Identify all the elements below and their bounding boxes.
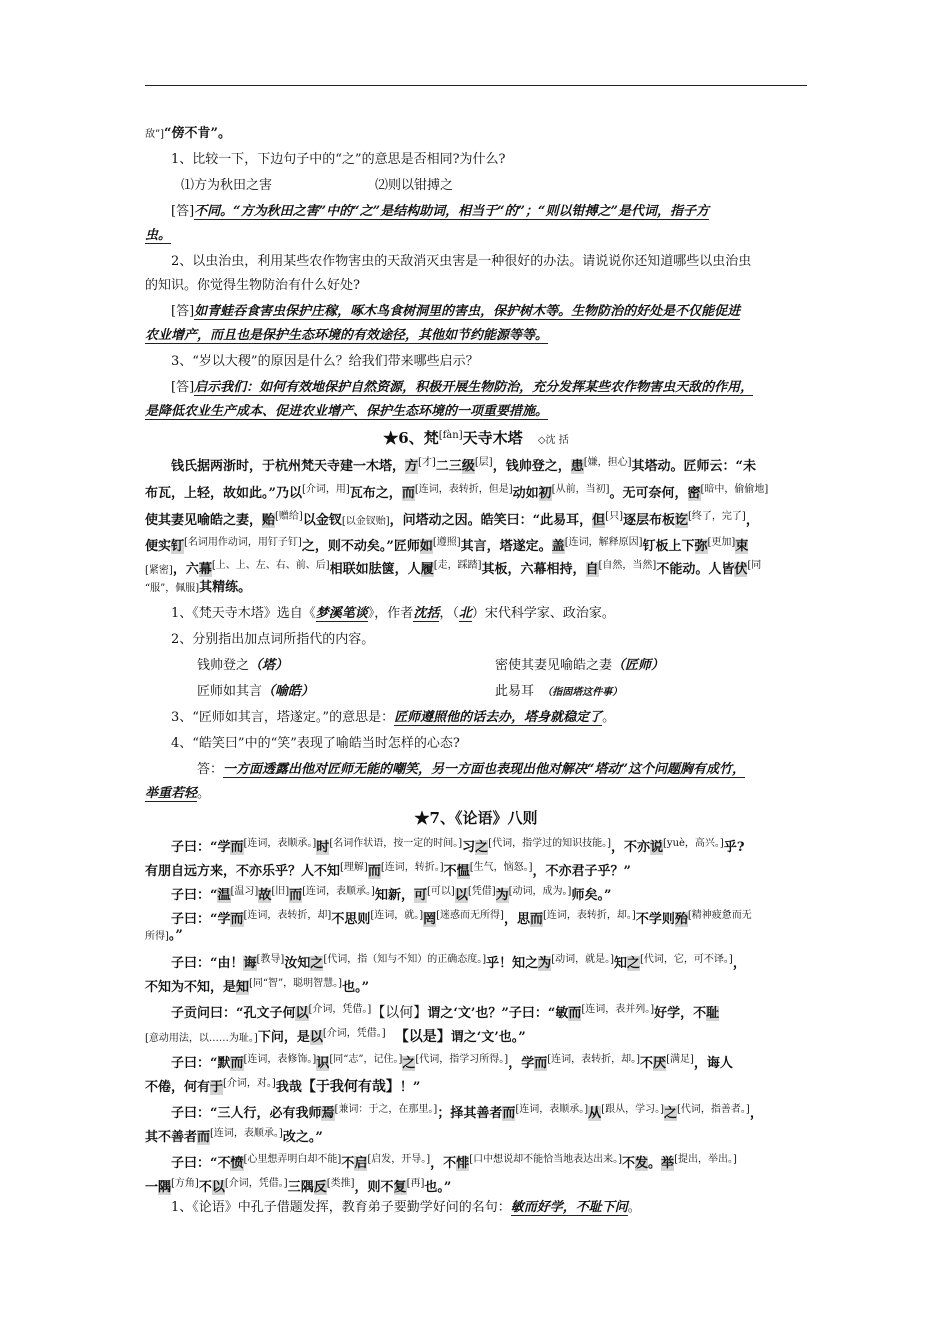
text-run: [上、上、左、右、前、后]: [211, 560, 330, 571]
answer-tag: [答]: [171, 204, 195, 219]
text-run: ，不亦: [610, 840, 650, 855]
author: ◇沈 括: [537, 435, 569, 446]
text-run: 以: [295, 1006, 309, 1021]
section-6-q2-row-1: [145, 656, 859, 676]
text-run: [理解]: [340, 862, 368, 873]
text-run: 识: [316, 1056, 330, 1071]
answer-text: 如青蛙吞食害虫保护庄稼，啄木鸟食树洞里的害虫，保护树木等。生物防治的好处是不仅能促进: [194, 304, 741, 319]
text-run: [教导]: [256, 954, 285, 965]
text-run: 之: [310, 956, 324, 971]
text-run: 其精练。: [199, 580, 252, 595]
text-run: ！”: [399, 1080, 421, 1095]
text-run: [启发，开导。]: [367, 1154, 431, 1165]
section-6-q2-row-2: [145, 682, 859, 702]
text-run: 我哉: [275, 1080, 302, 1095]
text-run: 瓦布之，: [349, 486, 402, 501]
text-run: 。: [648, 1156, 662, 1171]
text-run: 自: [585, 562, 599, 577]
text-run: 殆: [674, 912, 688, 927]
text-run: [代词，指学过的知识技能。]: [488, 838, 611, 849]
text-run: 【以是】: [394, 1029, 451, 1045]
answer-1-line-1: [145, 202, 833, 222]
text-run: 不能动。人皆: [656, 562, 735, 577]
text-run: 复: [393, 1180, 407, 1195]
text-run: [从前，当初]: [551, 484, 610, 495]
text-run: 其板，六幕相持，: [481, 562, 586, 577]
text-run: 厌: [653, 1056, 667, 1071]
passage-line: [145, 1124, 807, 1148]
passage-line: [145, 834, 833, 858]
text-run: 愠: [456, 864, 470, 879]
text-run: ，则不: [354, 1180, 394, 1195]
text-run: 以: [309, 1030, 323, 1045]
text-run: 之，则不动矣。”匠师: [301, 539, 420, 554]
section-7-question-1: [145, 1198, 833, 1218]
text-run: ，不: [430, 1156, 457, 1171]
text-run: ，六: [172, 562, 199, 577]
text-run: 密使其妻见喻皓之妻: [495, 658, 613, 673]
text-run: ，思: [503, 912, 530, 927]
text-run: 改之。”: [282, 1130, 323, 1145]
text-run: 不: [622, 1156, 636, 1171]
text-run: 密: [687, 486, 701, 501]
text-run: 而: [367, 864, 381, 879]
text-run: ，学: [508, 1056, 535, 1071]
option-2: ⑵则以钳搏之: [375, 178, 454, 193]
passage-line: [145, 1000, 833, 1024]
text-run: 1、《论语》中孔子借题发挥，教育弟子要勤学好问的名句：: [171, 1200, 511, 1215]
passage-line: [145, 1050, 833, 1074]
text-run: 汝知: [284, 956, 311, 971]
text-run: 而: [230, 840, 244, 855]
text-run: 。: [627, 1200, 641, 1215]
text-run: [连词，转折。]: [380, 862, 444, 873]
text-run: 级: [461, 459, 475, 474]
text-run: 焉: [321, 1106, 335, 1121]
text-run: （喻皓）: [262, 684, 315, 699]
text-run: [嫌，担心]: [583, 457, 632, 468]
text-run: 所得]: [145, 931, 169, 942]
text-run: 举重若轻: [145, 786, 198, 801]
text-run: 盖: [551, 539, 565, 554]
text-run: [介词，凭借。]: [308, 1004, 372, 1015]
passage-line: [145, 926, 807, 947]
text-run: ；择其善者: [437, 1106, 503, 1121]
answer-text: 农业增产，而且也是保护生态环境的有效途径，其他如节约能源等等。: [145, 328, 549, 343]
question-1-options: [145, 176, 843, 196]
text-run: [心里想弄明白却不能]: [243, 1154, 342, 1165]
text-run: 使其妻见喻皓之妻，: [145, 513, 263, 528]
text-run: [名词作状语，按一定的时间。]: [329, 838, 463, 849]
text-run: 也。”: [424, 1180, 452, 1195]
text-run: [代词，它，可不译。]: [640, 954, 733, 965]
text-run: [再]: [406, 1178, 425, 1189]
text-group: [495, 656, 664, 676]
passage-line: [145, 480, 807, 504]
text-run: 一方面透露出他对匠师无能的嘲笑，另一方面也表现出他对解决“塔动”这个问题胸有成竹，: [223, 762, 745, 777]
question-1: 1、比较一下，下边句子中的“之”的意思是否相同?为什么?: [171, 152, 506, 167]
text-run: 故: [258, 888, 272, 903]
text-run: 罔: [423, 912, 437, 927]
text-run: [动词，就是。]: [551, 954, 614, 965]
section-6-question-3: [145, 708, 833, 728]
text-run: 讫: [675, 513, 689, 528]
pinyin-note: [fàn]: [438, 430, 463, 441]
text-run: 敏而好学，不耻下问: [510, 1200, 628, 1215]
text-run: [意动用法，以……为耻。]: [145, 1033, 258, 1044]
text-run: [迷惑而无所得]: [436, 910, 504, 921]
text-run: 北: [458, 606, 472, 621]
text-run: [动词，成为。]: [508, 886, 572, 897]
answer-tag: [答]: [171, 380, 195, 395]
text-run: [代词，指（知与不知）的正确态度。]: [323, 954, 487, 965]
text-run: [终了，完了]: [688, 511, 746, 522]
passage-line: [145, 882, 833, 906]
text-run: 知: [614, 956, 628, 971]
text-run: [介词，对。]: [223, 1078, 276, 1089]
answer-3-line-2: [145, 402, 807, 422]
text-run: 钉板上下: [642, 539, 695, 554]
text-run: 举: [661, 1156, 675, 1171]
text-run: 而: [529, 912, 543, 927]
text-run: [同“智”，聪明智慧。]: [249, 978, 343, 989]
text-run: 沈括: [413, 606, 440, 621]
text-run: [连词，表顺承。]: [243, 838, 317, 849]
section-6-answer-4-line-1: [145, 760, 859, 780]
passage-line: [145, 858, 807, 882]
passage-line: [145, 1024, 807, 1049]
text-run: 不思则: [331, 912, 371, 927]
text-run: 但: [592, 513, 606, 528]
text-run: 不: [198, 1180, 212, 1195]
text-run: [连词，表顺承。]: [302, 886, 375, 897]
text-run: 师矣。”: [571, 888, 612, 903]
text-run: 温: [217, 888, 231, 903]
passage-line: [145, 453, 833, 477]
text-run: [生气，恼怒。]: [469, 862, 533, 873]
text-run: [连词，表转折，但是]: [414, 484, 513, 495]
text-run: 不知为不知，是: [145, 980, 237, 995]
text-run: [介词，用]: [301, 484, 350, 495]
answer-2-line-1: [145, 302, 833, 322]
answer-2-line-2: [145, 326, 807, 346]
text-run: 履: [420, 562, 434, 577]
text-run: ，问塔动之因。皓笑曰：“此易耳，: [389, 513, 593, 528]
text-run: [兼词：于之，在那里。]: [334, 1104, 438, 1115]
text-run: 诲: [243, 956, 257, 971]
text-run: [连词，就。]: [370, 910, 424, 921]
text-run: 不倦，何有: [145, 1080, 211, 1095]
text-run: 一: [145, 1180, 159, 1195]
text-run: 匠师如其言: [197, 684, 263, 699]
text-run: 下问，是: [257, 1030, 310, 1045]
text-run: [凭借]: [467, 886, 496, 897]
text-run: [更加]: [707, 537, 736, 548]
text-run: [连词，表顺承。]: [515, 1104, 589, 1115]
text-run: （指固塔这件事）: [542, 687, 623, 698]
text-run: 钱氏据两浙时，于杭州梵天寺建一木塔，: [171, 459, 406, 474]
text-run: [代词，指学习所得。]: [415, 1054, 509, 1065]
text-run: [提出，举出。]: [674, 1154, 737, 1165]
text-run: 3、“匠师如其言，塔遂定。”的意思是：: [171, 710, 395, 725]
text-run: 三隅: [287, 1180, 314, 1195]
question-2-line-2: 的知识。你觉得生物防治有什么好处?: [145, 278, 360, 293]
text-run: ，不亦君子乎？”: [532, 864, 631, 879]
answer-1-line-2: [145, 226, 807, 246]
text-run: 伏: [734, 562, 748, 577]
answer-text: 不同。“方为秋田之害”中的“之”是结构助词，相当于“的”；“则以钳搏之”是代词，指子方: [194, 204, 709, 219]
text-run: [层]: [474, 457, 493, 468]
text-run: 子曰：“学: [171, 912, 231, 927]
text-run: [名词用作动词，用钉子钉]: [184, 537, 302, 548]
text-run: 子曰：“三人行，必有我师: [171, 1106, 322, 1121]
title-text: 天寺木塔: [462, 429, 523, 447]
text-run: 1、《梵天寺木塔》选自《: [171, 606, 316, 621]
text-run: [介词，凭借。]: [224, 1178, 288, 1189]
text-run: [连词，表转折，却]: [243, 910, 332, 921]
text-line: [145, 124, 807, 145]
text-run: 布瓦，上轻，故如此。”乃以: [145, 486, 302, 501]
text-run: [yuè，高兴。]: [663, 838, 724, 849]
text-run: 悱: [456, 1156, 470, 1171]
text-run: 。: [197, 786, 211, 801]
text-run: 子曰：“由！: [171, 956, 244, 971]
text-run: [可以]: [427, 886, 455, 897]
quote-fragment: “傍不肯”。: [164, 126, 231, 141]
text-run: ，钱帅登之，: [492, 459, 571, 474]
text-run: [方角]: [171, 1178, 199, 1189]
text-run: 知新，: [374, 888, 414, 903]
text-run: 如: [419, 539, 433, 554]
text-run: 逐层布板: [622, 513, 675, 528]
passage-line: [145, 533, 807, 557]
text-run: 子贡问曰：“孔文子何: [171, 1006, 296, 1021]
section-7-title: ★7、《论语》八则: [414, 809, 538, 827]
text-run: 有朋自远方来，不亦乐乎？人不知: [145, 864, 341, 879]
text-run: 其不善者: [145, 1130, 198, 1145]
text-run: ，（: [439, 606, 459, 621]
section-6-title: [145, 426, 807, 451]
text-run: 不学则: [635, 912, 675, 927]
text-run: 不: [640, 1056, 654, 1071]
text-run: 。”: [168, 928, 183, 943]
question-3: 3、“岁以大稷”的原因是什么？给我们带来哪些启示？: [171, 354, 479, 369]
text-run: ，: [749, 1106, 763, 1121]
text-run: [连词，表顺承。]: [210, 1128, 283, 1139]
section-6-question-4: 4、“皓笑曰”中的“笑”表现了喻皓当时怎样的心态?: [171, 736, 460, 751]
text-run: 之: [663, 1106, 677, 1121]
text-run: 钱帅登之: [197, 658, 250, 673]
text-run: [连词，表转折，却。]: [543, 910, 636, 921]
text-run: 于: [210, 1080, 224, 1095]
text-run: 隅: [158, 1180, 172, 1195]
section-6-question-1: [145, 604, 833, 624]
section-6-answer-4-line-2: [145, 784, 807, 804]
text-run: 。无可奈何，: [609, 486, 688, 501]
text-run: 知: [236, 980, 250, 995]
passage-line: [145, 507, 807, 532]
text-run: 便实: [145, 539, 172, 554]
text-run: [满足]: [666, 1054, 694, 1065]
section-6-question-2: 2、分别指出加点词所指代的内容。: [171, 632, 375, 647]
text-run: 以: [454, 888, 468, 903]
text-run: 之: [402, 1056, 416, 1071]
text-run: [赠给]: [275, 511, 303, 522]
text-run: 谓之‘文’也？”子曰：“敏: [427, 1006, 569, 1021]
text-run: 启: [354, 1156, 368, 1171]
text-run: （塔）: [249, 658, 289, 673]
text-run: [连词，解释原因]: [564, 537, 643, 548]
text-run: 发: [635, 1156, 649, 1171]
text-run: 不: [443, 864, 457, 879]
text-run: 》，作者: [367, 606, 414, 621]
text-run: 钉: [171, 539, 185, 554]
header-rule: [145, 85, 807, 86]
text-run: 习: [462, 840, 476, 855]
text-run: 弥: [694, 539, 708, 554]
text-run: 其塔动。匠师云：“未: [631, 459, 757, 474]
text-run: 从: [588, 1106, 602, 1121]
text-run: 梦溪笔谈: [315, 606, 368, 621]
answer-text: 虫。: [145, 228, 172, 243]
text-run: 之: [627, 956, 641, 971]
text-run: 乎！知之: [486, 956, 539, 971]
text-run: 而: [401, 486, 415, 501]
text-run: 以金钗: [302, 513, 342, 528]
text-run: 而: [230, 912, 244, 927]
text-run: 好学，不: [654, 1006, 707, 1021]
text-run: [走，踩踏]: [433, 560, 482, 571]
passage-line: [145, 1100, 833, 1124]
text-run: [紧密]: [145, 565, 173, 576]
answer-3-line-1: [145, 378, 833, 398]
text-run: 而: [502, 1106, 516, 1121]
text-run: [口中想说却不能恰当地表达出来。]: [469, 1154, 622, 1165]
text-run: 为: [538, 956, 552, 971]
text-run: [旧]: [271, 886, 290, 897]
text-run: 此易耳: [495, 684, 535, 699]
text-run: 【以何】: [371, 1005, 428, 1021]
text-run: [温习]: [230, 886, 259, 897]
text-run: 相联如胠箧，人: [329, 562, 421, 577]
text-run: 而: [534, 1056, 548, 1071]
note-fragment: 敌”]: [145, 129, 165, 140]
text-run: 可: [413, 888, 427, 903]
text-run: [代词，指善者。]: [677, 1104, 750, 1115]
text-run: 而: [230, 1056, 244, 1071]
text-run: [自然，当然]: [598, 560, 657, 571]
text-run: 贻: [262, 513, 276, 528]
text-run: 动如: [512, 486, 539, 501]
text-run: 也。”: [342, 980, 370, 995]
text-run: 谓之‘文’也。”: [450, 1030, 526, 1045]
text-run: 初: [538, 486, 552, 501]
text-run: [同: [747, 560, 762, 571]
text-run: [才]: [418, 457, 436, 468]
text-run: 不: [341, 1156, 355, 1171]
text-run: [暗中，偷偷地]: [700, 484, 769, 495]
passage-line: [145, 578, 807, 599]
text-run: “服”，佩服]: [145, 583, 200, 594]
text-run: 乎?: [723, 840, 745, 855]
question-2-line-1: 2、以虫治虫，利用某些农作物害虫的天敌消灭虫害是一种很好的办法。请说说你还知道哪些以虫治虫: [171, 254, 752, 269]
text-run: 二三: [435, 459, 462, 474]
text-run: [以金钗贻]: [341, 516, 390, 527]
text-run: 耻: [706, 1006, 720, 1021]
text-run: 而: [289, 888, 303, 903]
text-run: ）宋代科学家、政治家。: [471, 606, 615, 621]
passage-line: [145, 1150, 833, 1174]
text-run: 答：: [197, 762, 224, 777]
text-run: 子曰：“学: [171, 840, 231, 855]
text-run: 时: [316, 840, 330, 855]
text-run: [连词，表转折，却。]: [547, 1054, 641, 1065]
text-run: [类推]: [326, 1178, 355, 1189]
text-run: [只]: [605, 511, 623, 522]
text-group: [495, 682, 622, 703]
answer-text: 启示我们：如何有效地保护自然资源，积极开展生物防治，充分发挥某些农作物害虫天敌的作用，: [194, 380, 754, 395]
answer-tag: [答]: [171, 304, 195, 319]
text-run: 反: [313, 1180, 327, 1195]
text-run: 其言，塔遂定。: [460, 539, 552, 554]
title-text: ★6、梵: [383, 429, 439, 447]
text-run: ，: [732, 956, 746, 971]
text-run: [介词，凭借。]: [322, 1028, 386, 1039]
text-run: （匠师）: [612, 658, 665, 673]
text-run: 愤: [230, 1156, 244, 1171]
text-run: 子曰：“: [171, 888, 218, 903]
text-run: 说: [650, 840, 664, 855]
text-run: 匠师遵照他的话去办，塔身就稳定了: [394, 710, 603, 725]
passage-line: [145, 950, 833, 974]
passage-line: [145, 974, 807, 998]
passage-line: [145, 1074, 807, 1098]
text-run: [遵照]: [432, 537, 461, 548]
text-run: 之: [475, 840, 489, 855]
passage-line: [145, 1174, 807, 1198]
text-run: 患: [570, 459, 584, 474]
text-run: 幕: [198, 562, 212, 577]
text-run: [连词，表并列。]: [581, 1004, 655, 1015]
text-run: [连词，表修饰。]: [243, 1054, 317, 1065]
text-run: [精神疲惫而无: [687, 910, 752, 921]
text-run: 【于我何有哉】: [301, 1079, 400, 1095]
text-run: 方: [405, 459, 419, 474]
text-run: ，: [745, 513, 759, 528]
text-run: 以: [211, 1180, 225, 1195]
option-1: ⑴方为秋田之害: [181, 178, 273, 193]
text-run: 而: [568, 1006, 582, 1021]
text-run: [跟从，学习。]: [601, 1104, 664, 1115]
text-run: 束: [735, 539, 749, 554]
text-run: 。: [602, 710, 616, 725]
text-run: 子曰：“不: [171, 1156, 231, 1171]
text-run: ，诲人: [693, 1056, 733, 1071]
answer-text: 是降低农业生产成本、促进农业增产、保护生态环境的一项重要措施。: [145, 404, 549, 419]
text-run: 为: [495, 888, 509, 903]
text-run: 而: [197, 1130, 211, 1145]
text-run: [同“志”，记住。]: [329, 1054, 403, 1065]
text-run: 子曰：“默: [171, 1056, 231, 1071]
